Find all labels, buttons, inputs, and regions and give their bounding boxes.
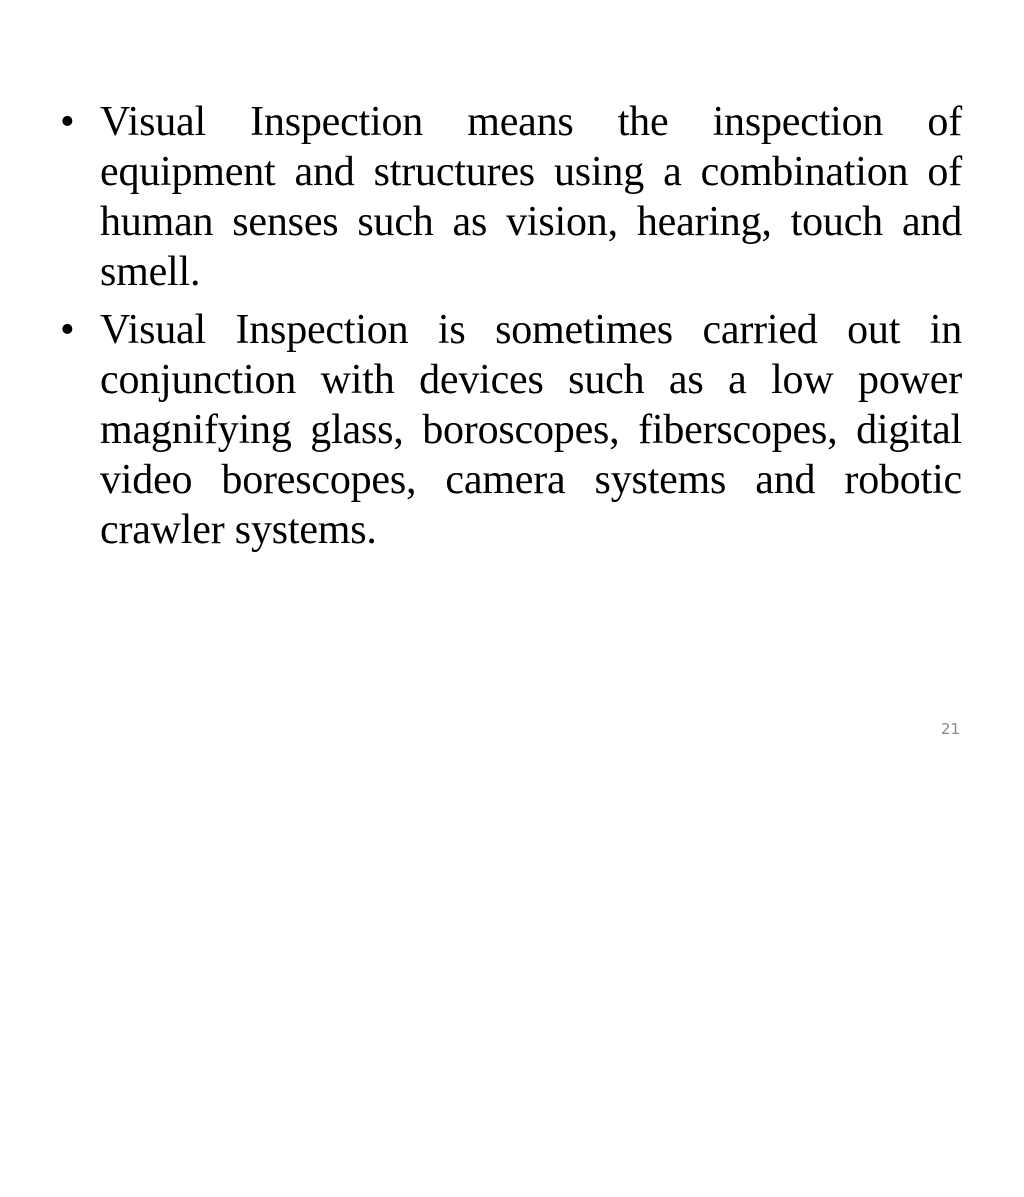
bullet-marker: • (60, 99, 75, 145)
bullet-marker: • (60, 307, 75, 353)
bullet-item-2 (56, 305, 962, 555)
bullet-list (56, 97, 962, 563)
bullet-text: Visual Inspection is sometimes carried out in conjunction with devices such as a low power magnifying glass, boroscopes, fiberscopes, digital video borescopes, camera systems and robotic crawler systems. (100, 307, 962, 553)
bullet-item-1 (56, 97, 962, 297)
bullet-text: Visual Inspection means the inspection of equipment and structures using a combination of human senses such as vision, hearing, touch and smell. (100, 99, 962, 295)
page-number: 21 (940, 720, 960, 738)
